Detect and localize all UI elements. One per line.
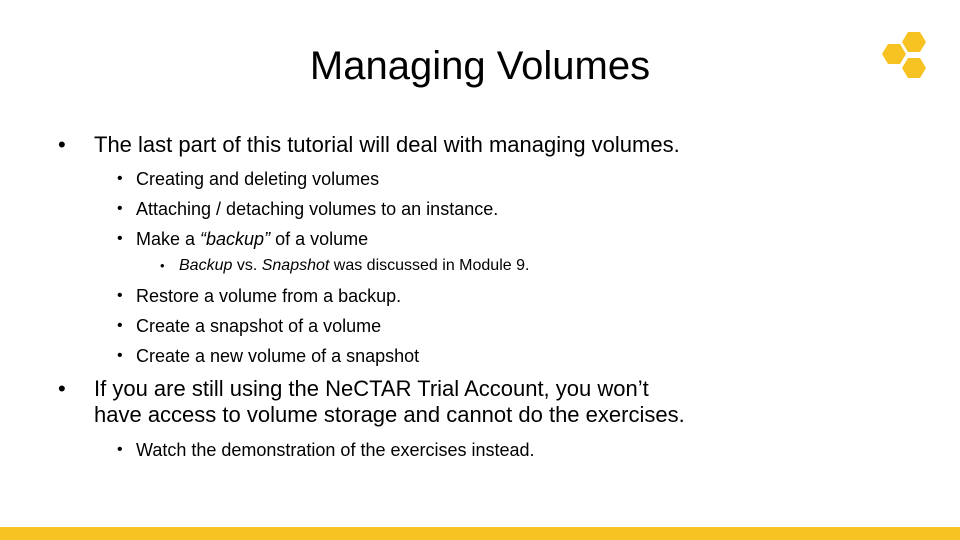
bullet-marker: • (117, 317, 123, 334)
bullet-marker: • (58, 132, 66, 157)
slide-title: Managing Volumes (309, 44, 651, 88)
footer-accent-bar (0, 527, 960, 540)
bullet-marker: • (160, 258, 165, 273)
bullet-marker: • (117, 287, 123, 304)
text-run: was discussed in Module 9. (329, 257, 530, 274)
sub-bullet-item: Watch the demonstration of the exercises instead. (136, 440, 535, 460)
bullet-item-line-2: have access to volume storage and cannot do the exercises. (94, 402, 685, 427)
text-run: Make a (136, 229, 201, 249)
text-run-italic: Backup (179, 257, 233, 274)
sub-bullet-item: Restore a volume from a backup. (136, 286, 402, 306)
text-run-italic: “backup” (200, 229, 271, 249)
sub-bullet-item: Attaching / detaching volumes to an instance. (136, 199, 499, 219)
text-run-italic: Snapshot (261, 257, 330, 274)
sub-bullet-item: Creating and deleting volumes (136, 169, 380, 189)
bullet-marker: • (117, 170, 123, 187)
bullet-marker: • (117, 347, 123, 364)
sub-bullet-item (136, 229, 368, 249)
text-run: vs. (232, 257, 262, 274)
bullet-marker: • (117, 200, 123, 217)
text-run: of a volume (270, 229, 369, 249)
sub-bullet-item: Create a new volume of a snapshot (136, 346, 420, 366)
bullet-marker: • (117, 230, 123, 247)
bullet-marker: • (117, 441, 123, 458)
sub-bullet-item: Create a snapshot of a volume (136, 316, 382, 336)
sub-sub-bullet-item (179, 257, 529, 275)
bullet-marker: • (58, 376, 66, 401)
bullet-item: The last part of this tutorial will deal with managing volumes. (94, 132, 680, 157)
bullet-item-line-1: If you are still using the NeCTAR Trial Account, you won’t (94, 376, 649, 401)
